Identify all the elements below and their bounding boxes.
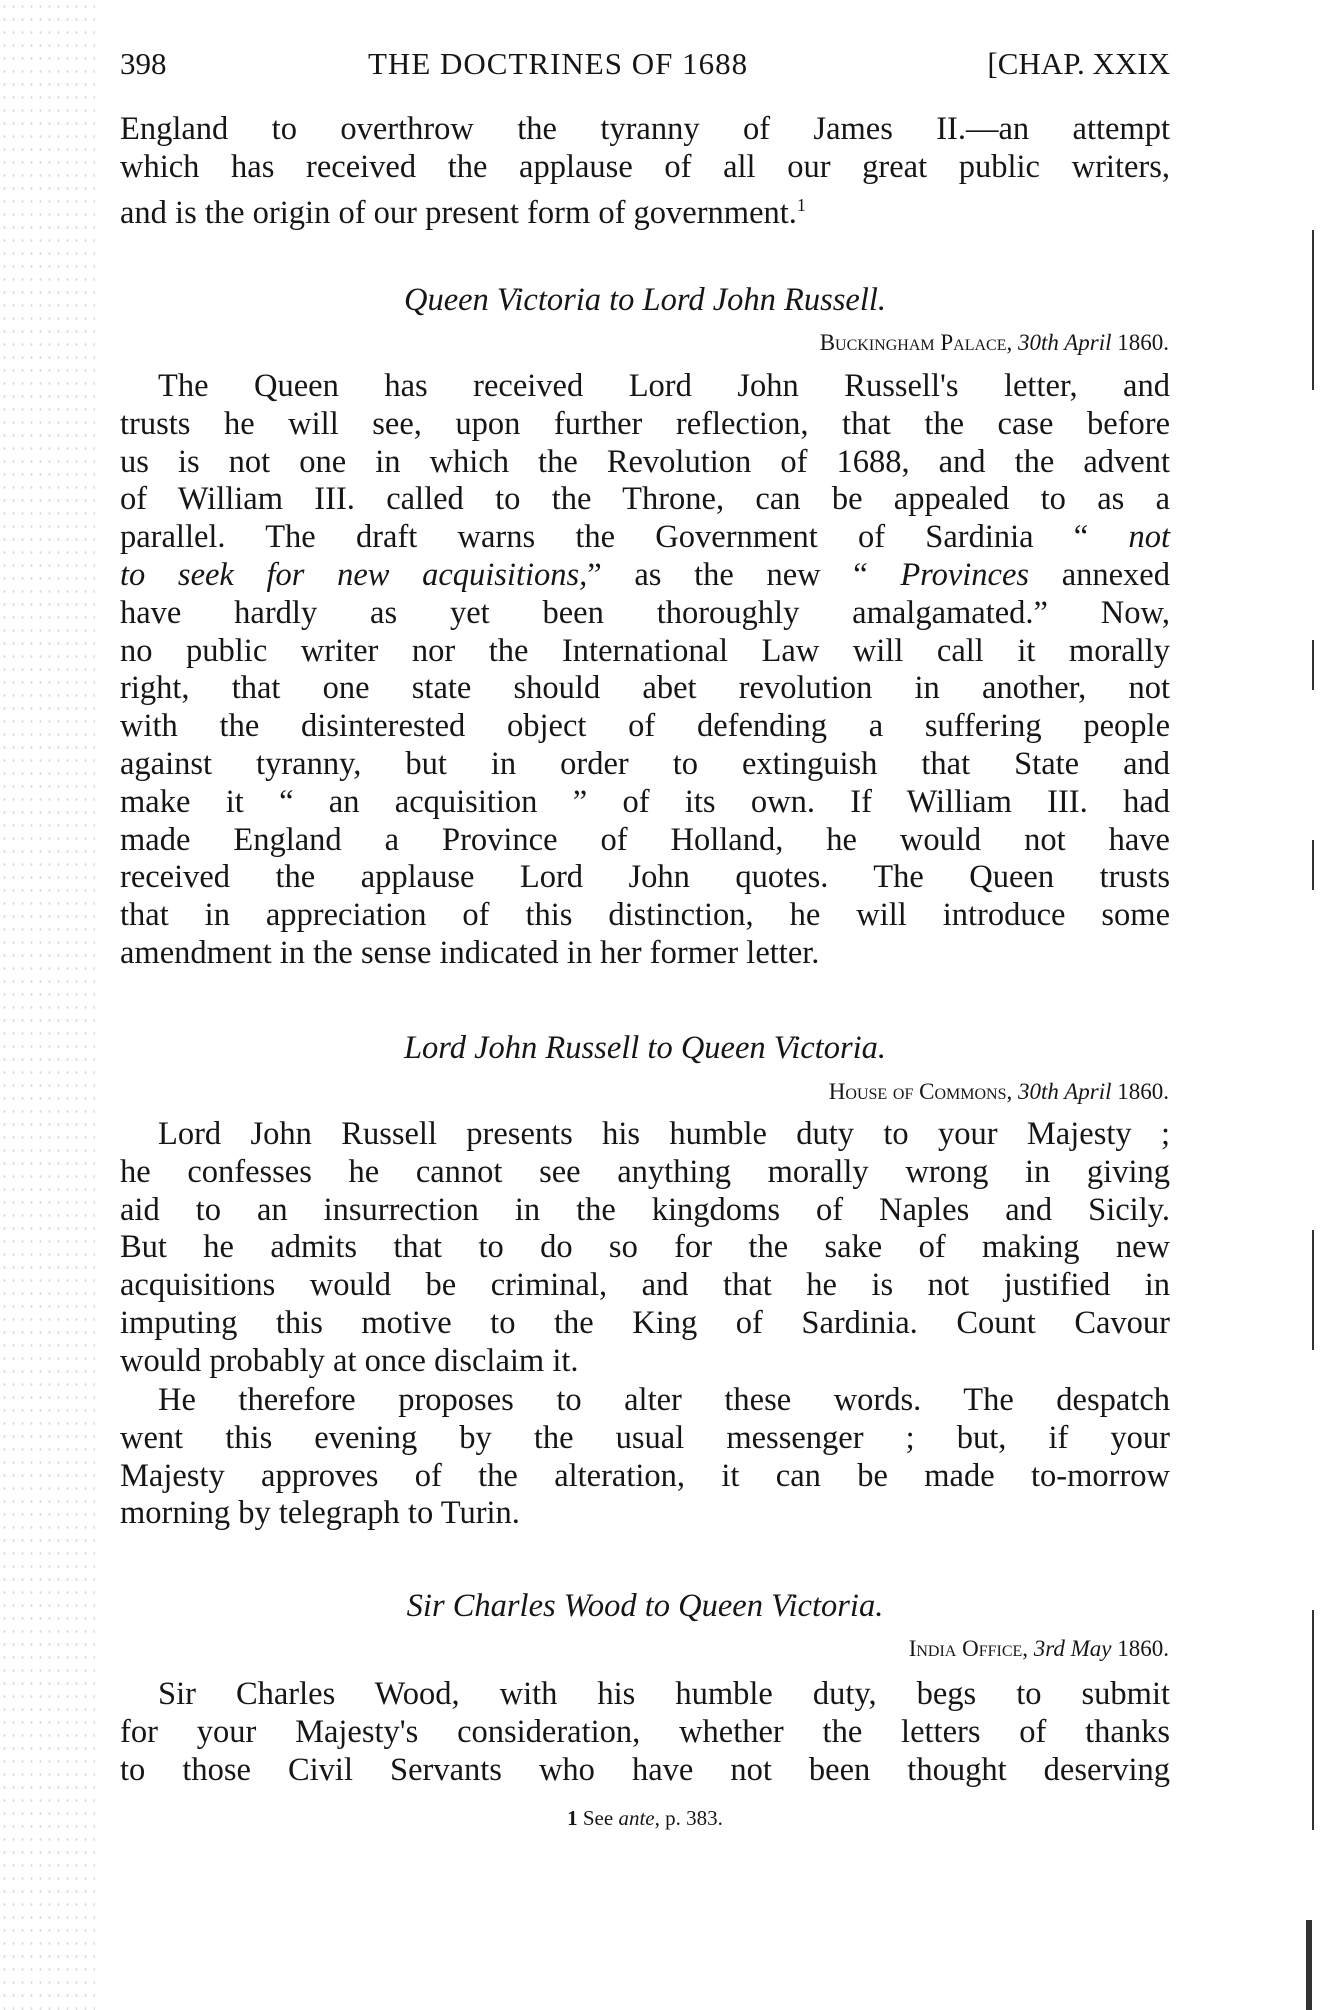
text-segment: against tyranny, but in order to extinguish that State and [120, 745, 1170, 782]
text-segment: received the applause Lord John quotes. The Queen trusts [120, 859, 1170, 896]
text-line [120, 1676, 1170, 1714]
text-segment: that in appreciation of this distinction, he will introduce some [120, 897, 1170, 934]
text-segment: to seek for new acquisitions, [120, 556, 588, 593]
text-line [120, 1192, 1170, 1230]
text-line [120, 822, 1170, 860]
year: 1860. [1111, 330, 1169, 355]
text-line [120, 595, 1170, 633]
text-line [120, 406, 1170, 444]
text-segment: Lord John Russell presents his humble duty to your Majesty ; [158, 1116, 1170, 1152]
text-segment: But he admits that to do so for the sake of making new [120, 1229, 1170, 1266]
letter-1-body [120, 368, 1170, 973]
continuation-paragraph [120, 111, 1170, 231]
text-segment: and is the origin of our present form of government. [120, 194, 797, 231]
footnote-text: See [577, 1806, 619, 1830]
footnote-italic: ante [618, 1806, 655, 1830]
date: 3rd May [1033, 1636, 1112, 1661]
text-line [120, 1714, 1170, 1752]
text-line [120, 1752, 1170, 1790]
text-segment: The Queen has received Lord John Russell's letter, and [158, 368, 1170, 404]
text-line [120, 557, 1170, 595]
text-line [120, 784, 1170, 822]
scan-noise [0, 0, 95, 2010]
text-segment: aid to an insurrection in the kingdoms of Naples and Sicily. [120, 1191, 1170, 1228]
scan-margin-mark [1312, 1610, 1314, 1830]
year: 1860. [1111, 1079, 1169, 1104]
text-segment: to those Civil Servants who have not been thought deserving [120, 1751, 1170, 1788]
text-line [120, 897, 1170, 935]
text-segment: ” as the new “ [587, 556, 901, 593]
text-segment: parallel. The draft warns the Government of Sardinia “ [120, 519, 1129, 556]
text-segment: made England a Province of Holland, he would not have [120, 821, 1170, 858]
text-segment: for your Majesty's consideration, whether the letters of thanks [120, 1713, 1170, 1750]
text-segment: annexed [1029, 556, 1170, 593]
date: 30th April [1017, 1079, 1112, 1104]
footnote-text: , p. 383. [654, 1806, 723, 1830]
text-segment: Provinces [900, 556, 1030, 593]
footnote-ref: 1 [796, 194, 806, 215]
text-segment: amendment in the sense indicated in her former letter. [120, 934, 820, 971]
dateline [829, 1079, 1169, 1105]
text-line [120, 1305, 1170, 1343]
text-segment: morning by telegraph to Turin. [120, 1495, 520, 1532]
text-line [120, 481, 1170, 519]
dateline [909, 1636, 1169, 1662]
text-line [120, 935, 1170, 973]
text-line [120, 859, 1170, 897]
text-line [120, 708, 1170, 746]
letter-heading: Sir Charles Wood to Queen Victoria. [406, 1588, 884, 1624]
text-segment: us is not one in which the Revolution of 1688, and the advent [120, 443, 1170, 480]
letter-heading: Lord John Russell to Queen Victoria. [403, 1030, 887, 1066]
text-line [120, 149, 1170, 187]
dateline [820, 330, 1169, 356]
text-line [120, 1116, 1170, 1154]
text-line [120, 111, 1170, 149]
text-line [120, 519, 1170, 557]
text-line [120, 1267, 1170, 1305]
text-segment: imputing this motive to the King of Sardinia. Count Cavour [120, 1304, 1170, 1341]
text-segment: trusts he will see, upon further reflection, that the case before [120, 405, 1170, 442]
letter-heading: Queen Victoria to Lord John Russell. [403, 282, 887, 318]
place: House of Commons, [828, 1079, 1018, 1104]
scan-margin-mark [1306, 1920, 1312, 2010]
text-segment: acquisitions would be criminal, and that he is not justified in [120, 1267, 1170, 1304]
text-segment: went this evening by the usual messenger ; but, if your [120, 1419, 1170, 1456]
place: Buckingham Palace, [819, 330, 1018, 355]
text-segment: no public writer nor the International Law will call it morally [120, 632, 1170, 669]
text-segment: not [1128, 519, 1170, 556]
text-segment: of William III. called to the Throne, can be appealed to as a [120, 481, 1170, 518]
footnote [120, 1806, 1170, 1831]
scan-margin-mark [1312, 840, 1314, 890]
page-number: 398 [120, 46, 167, 81]
letter-3-body [120, 1676, 1170, 1789]
year: 1860. [1111, 1636, 1169, 1661]
text-line [120, 368, 1170, 406]
text-line [120, 444, 1170, 482]
text-line [120, 187, 1170, 231]
text-segment: with the disinterested object of defending a suffering people [120, 708, 1170, 745]
scan-margin-mark [1312, 640, 1314, 690]
text-line [120, 746, 1170, 784]
text-segment: would probably at once disclaim it. [120, 1342, 579, 1379]
text-line [120, 1420, 1170, 1458]
text-segment: which has received the applause of all our great public writers, [120, 148, 1170, 185]
text-segment: make it “ an acquisition ” of its own. If William III. had [120, 783, 1170, 820]
text-segment: right, that one state should abet revolution in another, not [120, 670, 1170, 707]
running-header [120, 46, 1170, 90]
text-line [120, 1458, 1170, 1496]
text-segment: England to overthrow the tyranny of James II.—an attempt [120, 111, 1170, 147]
text-segment: He therefore proposes to alter these words. The despatch [158, 1382, 1170, 1418]
text-segment: have hardly as yet been thoroughly amalgamated.” Now, [120, 594, 1170, 631]
chapter-label: [CHAP. XXIX [987, 46, 1170, 81]
letter-2-body-paragraph-2 [120, 1382, 1170, 1533]
place: India Office, [908, 1636, 1034, 1661]
text-line [120, 1343, 1170, 1381]
text-segment: he confesses he cannot see anything morally wrong in giving [120, 1153, 1170, 1190]
text-line [120, 1382, 1170, 1420]
date: 30th April [1017, 330, 1112, 355]
scan-margin-mark [1312, 1230, 1314, 1350]
letter-2-body-paragraph-1 [120, 1116, 1170, 1381]
text-segment: Majesty approves of the alteration, it can be made to-morrow [120, 1457, 1170, 1494]
text-line [120, 670, 1170, 708]
text-line [120, 633, 1170, 671]
text-line [120, 1495, 1170, 1533]
footnote-number: 1 [567, 1806, 578, 1830]
text-line [120, 1229, 1170, 1267]
text-segment: Sir Charles Wood, with his humble duty, begs to submit [158, 1676, 1170, 1712]
scan-margin-mark [1312, 230, 1314, 390]
text-line [120, 1154, 1170, 1192]
running-title: THE DOCTRINES OF 1688 [368, 46, 749, 81]
